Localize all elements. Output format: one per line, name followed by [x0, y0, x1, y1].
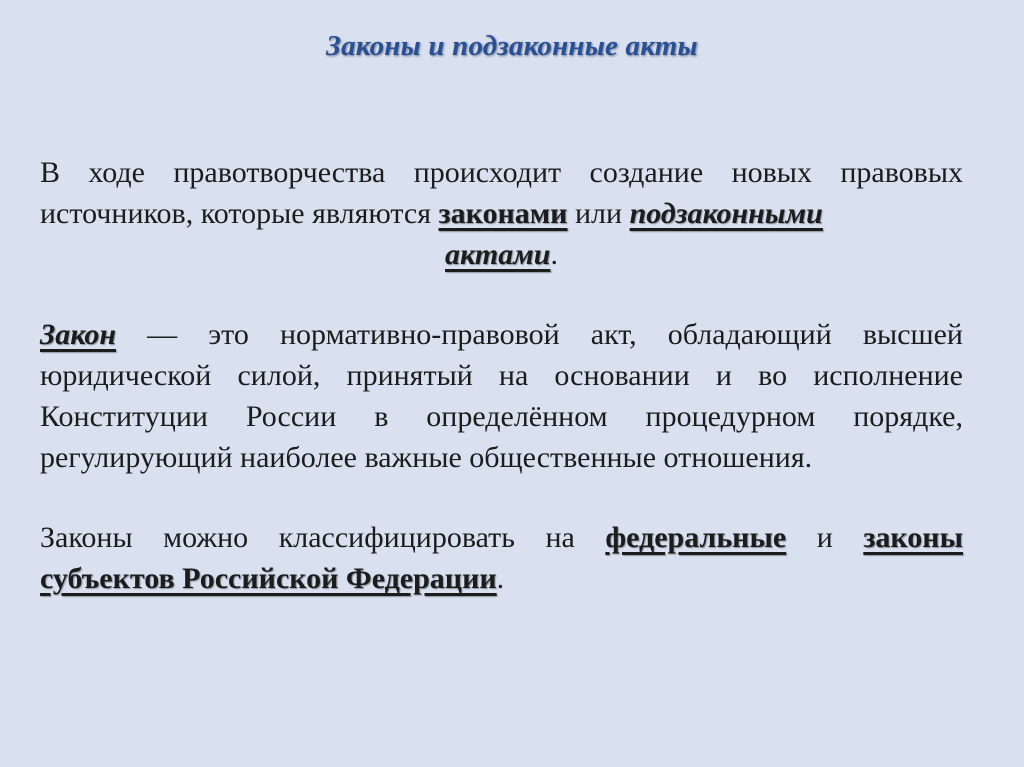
slide-title: Законы и подзаконные акты — [326, 30, 698, 62]
connector-and: и — [786, 521, 864, 554]
paragraph-lawmaking-end — [40, 234, 963, 275]
classification-text: Законы можно классифицировать на — [40, 521, 606, 554]
connector-or: или — [567, 197, 630, 230]
paragraph-law-definition — [40, 314, 963, 478]
paragraph-classification — [40, 517, 963, 599]
term-bylaws: подзаконными — [629, 197, 823, 230]
term-laws: законами — [438, 197, 568, 230]
slide-content — [40, 152, 963, 599]
term-acts: актами — [445, 238, 551, 271]
law-definition-text: — это нормативно-правовой акт, обладающий высшей юридической силой, принятый на основании и во исполнение Конституции России в определённом процедурном порядке, регулирующий наиболее важные общественные отношения. — [40, 318, 963, 474]
paragraph-lawmaking — [40, 152, 963, 234]
period-3: . — [496, 562, 505, 595]
period-1: . — [550, 238, 558, 271]
term-subject-laws: законы субъектов Российской Федерации — [40, 521, 963, 595]
term-federal: федеральные — [605, 521, 787, 554]
term-law: Закон — [40, 318, 116, 351]
paragraph-lawmaking-text: В ходе правотворчества происходит создание новых правовых источников, которые являются — [40, 156, 963, 230]
